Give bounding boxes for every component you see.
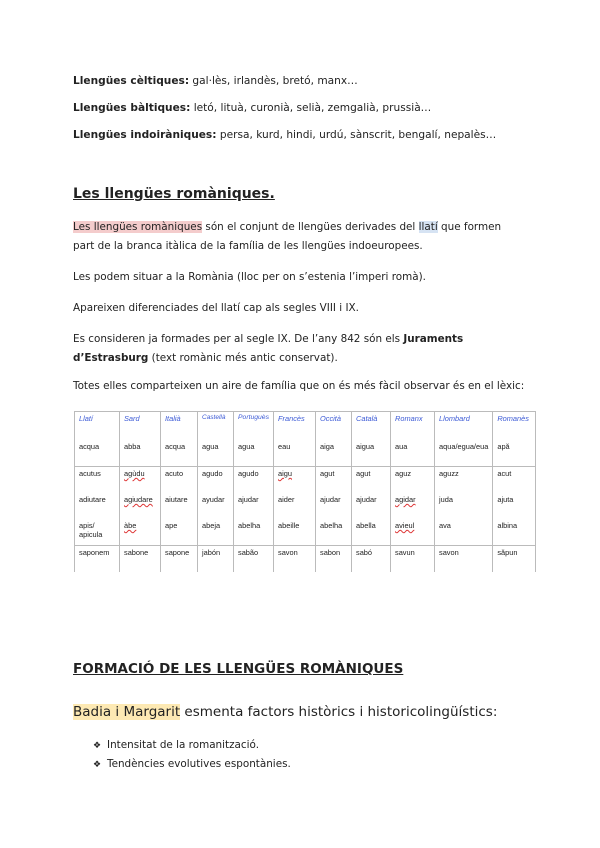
table-cell: acutus (75, 467, 120, 494)
diamond-bullet-icon: ❖ (93, 760, 102, 770)
table-cell: savon (274, 546, 316, 573)
table-cell: sabon (316, 546, 352, 573)
table-cell: saponem (75, 546, 120, 573)
table-cell: ape (161, 519, 198, 546)
table-cell: abelha (316, 519, 352, 546)
paragraph-centuries: Apareixen diferenciades del llatí cap als segles VIII i IX. (73, 302, 359, 314)
table-cell: aiga (316, 440, 352, 467)
table-cell: aiutare (161, 493, 198, 519)
baltic-languages-line (73, 101, 431, 115)
table-header-cell: Italià (161, 412, 198, 441)
paragraph-definition (73, 218, 513, 256)
table-row (75, 546, 536, 573)
table-cell: acuto (161, 467, 198, 494)
table-row (75, 440, 536, 467)
table-cell: eau (274, 440, 316, 467)
text: que formen part de la branca itàlica de la família de les llengües indoeuropees. (73, 221, 502, 252)
table-header-cell: Sard (120, 412, 161, 441)
table-cell: sabó (352, 546, 391, 573)
table-cell: aider (274, 493, 316, 519)
subheading-badia (73, 704, 497, 720)
text: són el conjunt de llengües derivades del (202, 221, 419, 233)
table-cell: aqua/egua/eua (435, 440, 493, 467)
list-item (93, 758, 291, 770)
table-cell: agudo (234, 467, 274, 494)
table-cell: agua (234, 440, 274, 467)
table-cell: ajudar (316, 493, 352, 519)
highlight-romance: Les llengües romàniques (73, 221, 203, 233)
table-row (75, 467, 536, 494)
table-cell: juda (435, 493, 493, 519)
table-cell: săpun (493, 546, 536, 573)
line-label: Llengües bàltiques: (73, 102, 191, 114)
table-cell: abelha (234, 519, 274, 546)
table-cell: àbe (120, 519, 161, 546)
table-cell: sabão (234, 546, 274, 573)
table-cell: ava (435, 519, 493, 546)
paragraph-strasbourg (73, 330, 513, 368)
line-list: letó, lituà, curonià, selià, zemgalià, prussià… (190, 102, 432, 114)
table-cell: agudo (198, 467, 234, 494)
table-row (75, 493, 536, 519)
table-header-cell: Portuguès (234, 412, 274, 441)
line-list: gal·lès, irlandès, bretó, manx… (189, 75, 358, 87)
table-cell: agut (316, 467, 352, 494)
table-cell: acqua (75, 440, 120, 467)
table-cell: ajuta (493, 493, 536, 519)
celtic-languages-line (73, 74, 358, 88)
indoiranian-languages-line (73, 128, 496, 142)
table-header-cell: Castellà (198, 412, 234, 441)
table-header-row (75, 412, 536, 441)
table-cell: abba (120, 440, 161, 467)
table-cell: albina (493, 519, 536, 546)
table-cell: agiudare (120, 493, 161, 519)
table-cell: aua (391, 440, 435, 467)
line-label: Llengües indoiràniques: (73, 129, 217, 141)
table-cell: aguzz (435, 467, 493, 494)
table-cell: savun (391, 546, 435, 573)
table-header-cell: Llombard (435, 412, 493, 441)
lexicon-table (74, 411, 536, 572)
table-cell: aigu (274, 467, 316, 494)
table-cell: aigua (352, 440, 391, 467)
table-cell: savon (435, 546, 493, 573)
table-cell: ajudar (234, 493, 274, 519)
table-header-cell: Català (352, 412, 391, 441)
table-cell: apis/ apicula (75, 519, 120, 546)
highlight-latin: llatí (418, 221, 438, 233)
table-cell: adiutare (75, 493, 120, 519)
table-cell: aguz (391, 467, 435, 494)
section-title-romance: Les llengües romàniques. (73, 186, 275, 202)
table-header-cell: Francès (274, 412, 316, 441)
table-cell: abella (352, 519, 391, 546)
table-cell: agua (198, 440, 234, 467)
section-title-formation: FORMACIÓ DE LES LLENGÜES ROMÀNIQUES (73, 661, 404, 677)
table-cell: jabón (198, 546, 234, 573)
table-cell: abeja (198, 519, 234, 546)
table-cell: agidar (391, 493, 435, 519)
table-cell: apă (493, 440, 536, 467)
table-cell: ayudar (198, 493, 234, 519)
text: (text romànic més antic conservat). (148, 352, 338, 364)
table-cell: abeille (274, 519, 316, 546)
list-item-text: Intensitat de la romanització. (107, 739, 260, 751)
highlight-badia: Badia i Margarit (73, 704, 181, 720)
text: Es consideren ja formades per al segle IX. De l’any 842 són els (73, 333, 404, 345)
text: esmenta factors històrics i historicolingüístics: (180, 704, 498, 720)
strasbourg-oaths: Juraments d’Estrasburg (73, 333, 464, 364)
table-row (75, 519, 536, 546)
table-header-cell: Romanès (493, 412, 536, 441)
table-cell: acut (493, 467, 536, 494)
list-item (93, 739, 259, 751)
table-cell: sabone (120, 546, 161, 573)
line-label: Llengües cèltiques: (73, 75, 190, 87)
table-header-cell: Romanx (391, 412, 435, 441)
line-list: persa, kurd, hindi, urdú, sànscrit, bengalí, nepalès… (216, 129, 497, 141)
table-header-cell: Occità (316, 412, 352, 441)
table-header-cell: Llatí (75, 412, 120, 441)
table-cell: agùdu (120, 467, 161, 494)
table-cell: avieul (391, 519, 435, 546)
table-cell: acqua (161, 440, 198, 467)
table-cell: ajudar (352, 493, 391, 519)
diamond-bullet-icon: ❖ (93, 741, 102, 751)
paragraph-romania: Les podem situar a la Romània (lloc per on s’estenia l’imperi romà). (73, 271, 426, 283)
table-cell: sapone (161, 546, 198, 573)
list-item-text: Tendències evolutives espontànies. (107, 758, 291, 770)
paragraph-family-air: Totes elles comparteixen un aire de família que on és més fàcil observar és en el lèxic: (73, 380, 525, 392)
table-cell: agut (352, 467, 391, 494)
